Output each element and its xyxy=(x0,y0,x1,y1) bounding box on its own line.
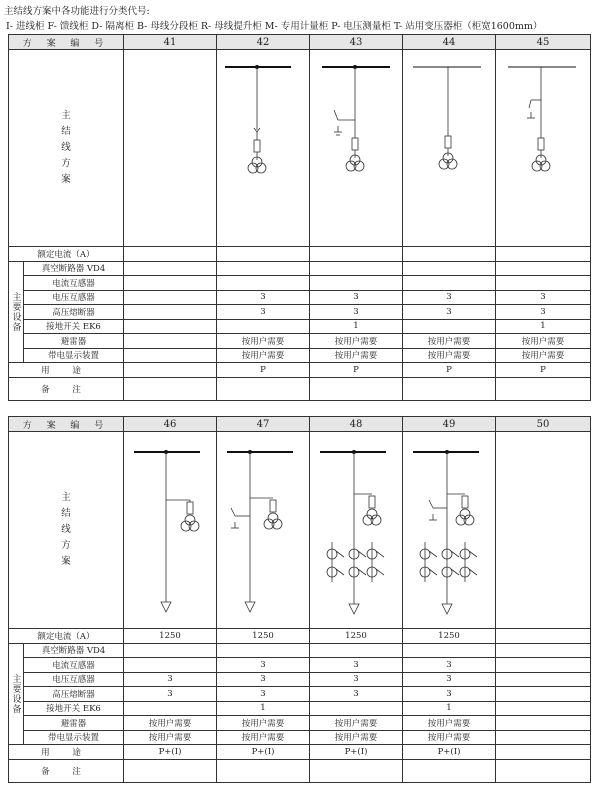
cell: 1 xyxy=(217,701,310,716)
usage-row xyxy=(9,363,591,378)
scheme-number: 46 xyxy=(124,417,217,432)
cell xyxy=(496,716,591,731)
scheme-number: 41 xyxy=(124,35,217,50)
cell: 3 xyxy=(124,687,217,702)
rated-current-row xyxy=(9,247,591,262)
cell xyxy=(310,276,403,291)
usage-row xyxy=(9,745,591,760)
param-label: 电压互感器 xyxy=(24,290,124,305)
classification-codes: I- 进线柜 F- 馈线柜 D- 隔离柜 B- 母线分段柜 R- 母线提升柜 M- 专用计量柜 P- 电压测量柜 T- 站用变压器柜（柜宽1600mm） xyxy=(6,21,543,32)
cell: 3 xyxy=(310,687,403,702)
cell xyxy=(124,759,217,782)
param-label: 电流互感器 xyxy=(24,276,124,291)
cell: P+(I) xyxy=(310,745,403,760)
scheme-number-row xyxy=(9,35,591,50)
cell: 1 xyxy=(310,319,403,334)
cell xyxy=(403,247,496,262)
main-equipment-label: 主要设备 xyxy=(9,643,24,745)
cell: P+(I) xyxy=(403,745,496,760)
remark-label: 备 注 xyxy=(9,759,124,782)
cell xyxy=(496,672,591,687)
cell: 3 xyxy=(403,658,496,673)
equipment-row xyxy=(9,730,591,745)
cell: 3 xyxy=(217,290,310,305)
cell xyxy=(217,261,310,276)
cell xyxy=(124,305,217,320)
scheme-number-row xyxy=(9,417,591,432)
cell xyxy=(124,261,217,276)
cell xyxy=(496,643,591,658)
cell: 按用户需要 xyxy=(217,348,310,363)
cell xyxy=(124,247,217,262)
equipment-row xyxy=(9,305,591,320)
equipment-row xyxy=(9,716,591,731)
main-wiring-row xyxy=(9,50,591,247)
cell: P+(I) xyxy=(124,745,217,760)
cell: 按用户需要 xyxy=(124,716,217,731)
equipment-row xyxy=(9,672,591,687)
wiring-diagram-46 xyxy=(124,432,217,629)
wiring-diagram-45 xyxy=(496,50,591,247)
equipment-row xyxy=(9,290,591,305)
remark-row xyxy=(9,759,591,782)
equipment-row xyxy=(9,348,591,363)
equipment-row xyxy=(9,319,591,334)
wiring-diagram-48 xyxy=(310,432,403,629)
param-label: 接地开关 EK6 xyxy=(24,319,124,334)
cell: 按用户需要 xyxy=(403,730,496,745)
cell: 3 xyxy=(310,290,403,305)
cell xyxy=(124,319,217,334)
scheme-number: 44 xyxy=(403,35,496,50)
cell: 按用户需要 xyxy=(217,730,310,745)
cell: 3 xyxy=(496,305,591,320)
param-label: 带电显示装置 xyxy=(24,348,124,363)
cell xyxy=(496,629,591,644)
cell: 3 xyxy=(403,290,496,305)
wiring-diagram-44 xyxy=(403,50,496,247)
cell: 3 xyxy=(217,305,310,320)
cell: 按用户需要 xyxy=(310,348,403,363)
cell: 1250 xyxy=(217,629,310,644)
usage-label: 用 途 xyxy=(9,745,124,760)
remark-row xyxy=(9,377,591,400)
usage-label: 用 途 xyxy=(9,363,124,378)
cell xyxy=(124,643,217,658)
cell xyxy=(496,759,591,782)
cell xyxy=(217,247,310,262)
scheme-table-46-50 xyxy=(8,416,591,783)
cell: 3 xyxy=(217,658,310,673)
cell: 3 xyxy=(310,305,403,320)
cell: 3 xyxy=(124,672,217,687)
equipment-row xyxy=(9,334,591,349)
scheme-number: 47 xyxy=(217,417,310,432)
cell xyxy=(403,377,496,400)
main-wiring-row xyxy=(9,432,591,629)
cell: P xyxy=(217,363,310,378)
cell xyxy=(310,701,403,716)
scheme-table-41-45 xyxy=(8,34,591,401)
cell: 按用户需要 xyxy=(217,716,310,731)
cell xyxy=(124,377,217,400)
cell: 3 xyxy=(496,290,591,305)
scheme-number: 49 xyxy=(403,417,496,432)
main-wiring-label: 主结线方案 xyxy=(9,432,124,629)
cell: 3 xyxy=(403,687,496,702)
cell xyxy=(217,319,310,334)
cell xyxy=(310,261,403,276)
equipment-row xyxy=(9,701,591,716)
wiring-diagram-42 xyxy=(217,50,310,247)
equipment-row xyxy=(9,643,591,658)
cell xyxy=(496,658,591,673)
cell xyxy=(496,745,591,760)
cell xyxy=(496,247,591,262)
scheme-number-label: 方 案 编 号 xyxy=(9,417,124,432)
param-label: 带电显示装置 xyxy=(24,730,124,745)
cell: 3 xyxy=(217,687,310,702)
cell xyxy=(124,348,217,363)
equipment-row xyxy=(9,658,591,673)
cell xyxy=(496,730,591,745)
equipment-row xyxy=(9,687,591,702)
cell: 1 xyxy=(403,701,496,716)
remark-label: 备 注 xyxy=(9,377,124,400)
cell: P+(I) xyxy=(217,745,310,760)
cell: 3 xyxy=(403,305,496,320)
cell: 按用户需要 xyxy=(310,716,403,731)
cell: 1 xyxy=(496,319,591,334)
cell xyxy=(496,276,591,291)
cell: 按用户需要 xyxy=(403,716,496,731)
cell xyxy=(403,643,496,658)
cell xyxy=(496,261,591,276)
scheme-number: 42 xyxy=(217,35,310,50)
cell: 3 xyxy=(310,672,403,687)
cell xyxy=(403,276,496,291)
param-label: 真空断路器 VD4 xyxy=(24,261,124,276)
scheme-number: 50 xyxy=(496,417,591,432)
wiring-diagram-50 xyxy=(496,432,591,629)
cell: 按用户需要 xyxy=(310,334,403,349)
wiring-diagram-41 xyxy=(124,50,217,247)
cell xyxy=(310,377,403,400)
scheme-number: 45 xyxy=(496,35,591,50)
main-equipment-label: 主要设备 xyxy=(9,261,24,363)
cell xyxy=(403,759,496,782)
cell xyxy=(124,276,217,291)
cell xyxy=(496,377,591,400)
param-label: 避雷器 xyxy=(24,716,124,731)
cell xyxy=(310,247,403,262)
cell: P xyxy=(496,363,591,378)
wiring-diagram-43 xyxy=(310,50,403,247)
cell xyxy=(217,759,310,782)
cell: 1250 xyxy=(310,629,403,644)
cell xyxy=(217,377,310,400)
wiring-diagram-49 xyxy=(403,432,496,629)
cell: 3 xyxy=(310,658,403,673)
cell xyxy=(496,701,591,716)
param-label: 高压熔断器 xyxy=(24,305,124,320)
equipment-row xyxy=(9,261,591,276)
main-wiring-label: 主结线方案 xyxy=(9,50,124,247)
cell: 按用户需要 xyxy=(403,348,496,363)
scheme-number: 48 xyxy=(310,417,403,432)
scheme-number: 43 xyxy=(310,35,403,50)
classification-title: 主结线方案中各功能进行分类代号: xyxy=(4,6,150,17)
cell: 按用户需要 xyxy=(310,730,403,745)
cell: 按用户需要 xyxy=(124,730,217,745)
cell: 1250 xyxy=(124,629,217,644)
cell xyxy=(124,290,217,305)
param-label: 接地开关 EK6 xyxy=(24,701,124,716)
param-label: 高压熔断器 xyxy=(24,687,124,702)
cell xyxy=(217,276,310,291)
cell xyxy=(403,261,496,276)
cell xyxy=(124,334,217,349)
cell xyxy=(124,658,217,673)
param-label: 真空断路器 VD4 xyxy=(24,643,124,658)
rated-current-row xyxy=(9,629,591,644)
rated-current-label: 额定电流（A） xyxy=(9,247,124,262)
rated-current-label: 额定电流（A） xyxy=(9,629,124,644)
cell xyxy=(403,319,496,334)
cell: 按用户需要 xyxy=(496,334,591,349)
cell xyxy=(310,759,403,782)
param-label: 电压互感器 xyxy=(24,672,124,687)
cell: P xyxy=(310,363,403,378)
cell: 3 xyxy=(403,672,496,687)
param-label: 电流互感器 xyxy=(24,658,124,673)
equipment-row xyxy=(9,276,591,291)
cell: 1250 xyxy=(403,629,496,644)
wiring-diagram-47 xyxy=(217,432,310,629)
cell: 按用户需要 xyxy=(217,334,310,349)
cell: 按用户需要 xyxy=(403,334,496,349)
cell xyxy=(217,643,310,658)
cell xyxy=(124,701,217,716)
scheme-number-label: 方 案 编 号 xyxy=(9,35,124,50)
cell xyxy=(310,643,403,658)
cell: 按用户需要 xyxy=(496,348,591,363)
param-label: 避雷器 xyxy=(24,334,124,349)
cell: 3 xyxy=(217,672,310,687)
cell: P xyxy=(403,363,496,378)
cell xyxy=(496,687,591,702)
cell xyxy=(124,363,217,378)
